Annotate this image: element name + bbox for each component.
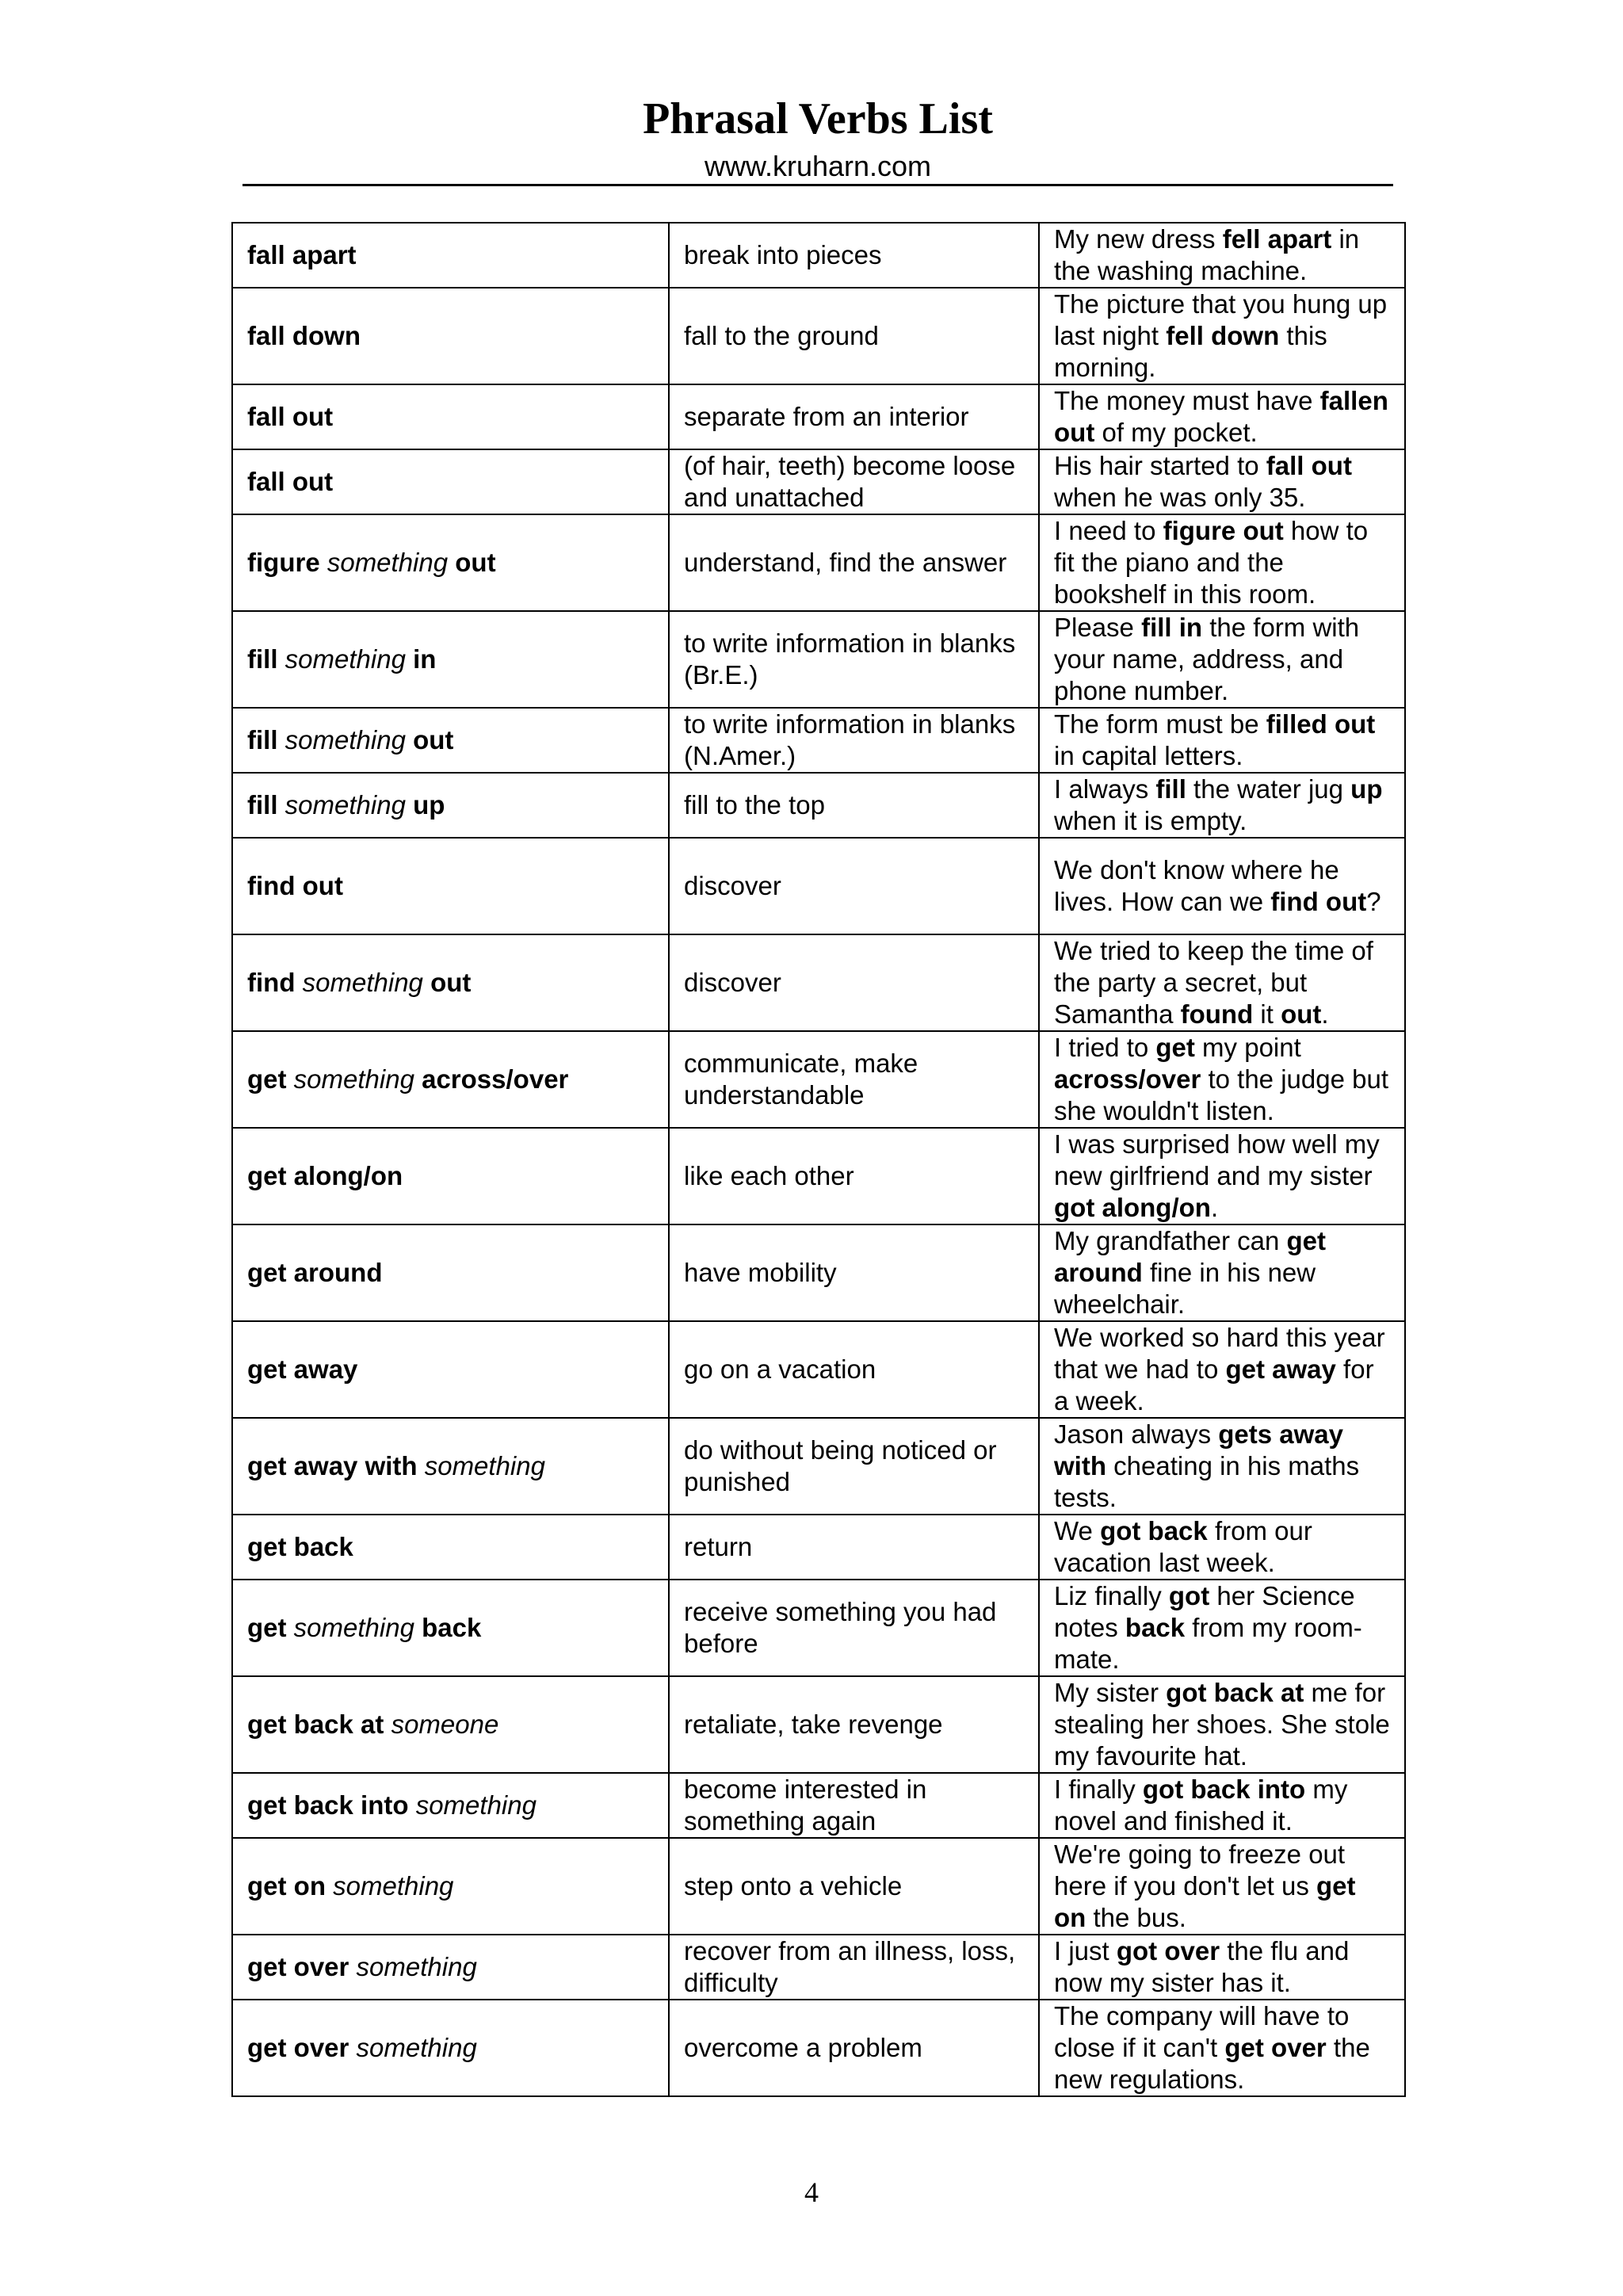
verb-text: up [405, 790, 445, 819]
example-text: of my pocket. [1094, 418, 1258, 447]
meaning-cell: to write information in blanks (N.Amer.) [669, 708, 1039, 773]
table-row [232, 288, 1405, 384]
example-text: We [1054, 1516, 1101, 1545]
verb-cell [232, 611, 669, 708]
verb-text: fill [247, 725, 285, 755]
website-url: www.kruharn.com [704, 150, 932, 182]
meaning-cell: become interested in something again [669, 1773, 1039, 1838]
example-text: in capital letters. [1054, 741, 1243, 770]
verb-text: out [405, 725, 454, 755]
verb-text: fall out [247, 402, 334, 431]
example-text: my novel and finished it. [1054, 1775, 1348, 1836]
example-cell [1039, 1838, 1405, 1935]
verb-text: get back into [247, 1790, 416, 1820]
verb-cell [232, 1224, 669, 1321]
example-cell [1039, 1128, 1405, 1224]
verb-cell [232, 1321, 669, 1418]
example-text: get on [1054, 1871, 1356, 1932]
example-text: We tried to keep the time of the party a secret, but Samantha [1054, 936, 1373, 1029]
verb-cell [232, 384, 669, 449]
verb-cell [232, 2000, 669, 2096]
example-text: The picture that you hung up last night [1054, 289, 1388, 350]
meaning-cell: receive something you had before [669, 1580, 1039, 1676]
phrasal-verbs-table [231, 222, 1406, 2097]
example-text: . [1321, 999, 1329, 1029]
meaning-cell: communicate, make understandable [669, 1031, 1039, 1128]
verb-text: back [414, 1613, 482, 1642]
table-row [232, 449, 1405, 514]
table-row [232, 1580, 1405, 1676]
verb-text: something [302, 968, 423, 997]
example-text: got back into [1142, 1775, 1306, 1804]
example-text: The company will have to close if it can't [1054, 2001, 1350, 2062]
example-text: this morning. [1054, 321, 1327, 382]
example-text: the new regulations. [1054, 2033, 1370, 2094]
example-text: My sister [1054, 1678, 1167, 1707]
verb-text: fall apart [247, 240, 357, 269]
example-cell [1039, 1224, 1405, 1321]
verb-text: in [405, 644, 437, 674]
meaning-cell: like each other [669, 1128, 1039, 1224]
table-row [232, 384, 1405, 449]
example-text: found [1180, 999, 1254, 1029]
table-row [232, 1031, 1405, 1128]
table-row [232, 1418, 1405, 1515]
example-cell [1039, 514, 1405, 611]
example-cell [1039, 773, 1405, 838]
meaning-cell: to write information in blanks (Br.E.) [669, 611, 1039, 708]
example-text: me for stealing her shoes. She stole my favourite hat. [1054, 1678, 1390, 1771]
table-row [232, 514, 1405, 611]
verb-text: something [293, 1064, 414, 1094]
verb-text: something [285, 790, 406, 819]
verb-text: fall down [247, 321, 361, 350]
example-cell [1039, 1676, 1405, 1773]
meaning-cell: (of hair, teeth) become loose and unattached [669, 449, 1039, 514]
meaning-cell: go on a vacation [669, 1321, 1039, 1418]
verb-text: find [247, 968, 303, 997]
example-text: cheating in his maths tests. [1054, 1451, 1360, 1512]
meaning-cell: retaliate, take revenge [669, 1676, 1039, 1773]
verb-cell [232, 514, 669, 611]
meaning-cell: fill to the top [669, 773, 1039, 838]
example-text: her Science notes [1054, 1581, 1355, 1642]
verb-text: find out [247, 871, 343, 900]
verb-cell [232, 708, 669, 773]
verb-text: get back [247, 1532, 353, 1561]
example-text: I was surprised how well my new girlfriend and my sister [1054, 1129, 1380, 1190]
verb-cell [232, 1773, 669, 1838]
meaning-cell: understand, find the answer [669, 514, 1039, 611]
verb-text: something [356, 2033, 477, 2062]
example-text: fell down [1166, 321, 1280, 350]
example-text: my point [1194, 1033, 1301, 1062]
example-cell [1039, 611, 1405, 708]
example-text: figure out [1163, 516, 1284, 545]
example-text: across/over [1054, 1064, 1201, 1094]
example-text: got back at [1166, 1678, 1304, 1707]
example-text: the form with your name, address, and phone number. [1054, 613, 1360, 705]
table-row [232, 1773, 1405, 1838]
document-title: Phrasal Verbs List [643, 94, 993, 143]
example-text: got back [1100, 1516, 1208, 1545]
example-text: get over [1224, 2033, 1327, 2062]
verb-text: get away with [247, 1451, 425, 1480]
example-text: it [1253, 999, 1281, 1029]
example-text: got [1168, 1581, 1210, 1610]
example-text: get away [1225, 1354, 1336, 1384]
example-cell [1039, 288, 1405, 384]
example-cell [1039, 1418, 1405, 1515]
example-text: got over [1116, 1936, 1220, 1966]
example-cell [1039, 838, 1405, 934]
example-text: fell apart [1222, 224, 1332, 254]
example-text: from our vacation last week. [1054, 1516, 1312, 1577]
meaning-cell: step onto a vehicle [669, 1838, 1039, 1935]
example-text: got along/on [1054, 1193, 1211, 1222]
meaning-cell: discover [669, 934, 1039, 1031]
meaning-cell: overcome a problem [669, 2000, 1039, 2096]
verb-text: something [424, 1451, 545, 1480]
example-cell [1039, 1935, 1405, 2000]
verb-text: get back at [247, 1710, 391, 1739]
example-text: ? [1366, 887, 1381, 916]
example-text: in the washing machine. [1054, 224, 1360, 285]
example-cell [1039, 223, 1405, 288]
verb-cell [232, 223, 669, 288]
table-row [232, 1224, 1405, 1321]
example-cell [1039, 934, 1405, 1031]
verb-text: something [356, 1952, 477, 1981]
example-text: back [1125, 1613, 1186, 1642]
example-text: from my room-mate. [1054, 1613, 1362, 1674]
verb-cell [232, 1418, 669, 1515]
verb-text: out [448, 548, 496, 577]
verb-text: get [247, 1613, 294, 1642]
meaning-cell: fall to the ground [669, 288, 1039, 384]
example-text: I just [1054, 1936, 1117, 1966]
example-text: The money must have [1054, 386, 1320, 415]
verb-cell [232, 1676, 669, 1773]
verb-cell [232, 449, 669, 514]
example-text: get around [1054, 1226, 1326, 1287]
example-text: get [1155, 1033, 1195, 1062]
verb-text: get away [247, 1354, 358, 1384]
example-cell [1039, 2000, 1405, 2096]
verb-text: something [333, 1871, 454, 1901]
table-row [232, 223, 1405, 288]
verb-cell [232, 288, 669, 384]
meaning-cell: return [669, 1515, 1039, 1580]
table-row [232, 2000, 1405, 2096]
example-cell [1039, 1031, 1405, 1128]
verb-text: get along/on [247, 1161, 403, 1190]
example-text: The form must be [1054, 709, 1266, 739]
page-number: 4 [804, 2176, 819, 2208]
header-rule [242, 184, 1393, 186]
table-row [232, 1321, 1405, 1418]
example-text: Liz finally [1054, 1581, 1169, 1610]
example-text: My grandfather can [1054, 1226, 1287, 1255]
example-cell [1039, 1515, 1405, 1580]
page-header [242, 89, 1393, 184]
example-text: the water jug [1186, 774, 1351, 804]
table-row [232, 1838, 1405, 1935]
example-cell [1039, 1773, 1405, 1838]
verb-cell [232, 1838, 669, 1935]
example-text: fill [1155, 774, 1186, 804]
example-cell [1039, 1321, 1405, 1418]
example-text: I need to [1054, 516, 1163, 545]
example-cell [1039, 384, 1405, 449]
verb-text: something [415, 1790, 537, 1820]
example-text: Please [1054, 613, 1142, 642]
example-text: I finally [1054, 1775, 1143, 1804]
verb-text: get over [247, 2033, 357, 2062]
table-row [232, 838, 1405, 934]
example-text: His hair started to [1054, 451, 1266, 480]
example-text: We're going to freeze out here if you don't let us [1054, 1839, 1346, 1901]
example-text: fine in his new wheelchair. [1054, 1258, 1316, 1319]
table-row [232, 1676, 1405, 1773]
verb-text: fill [247, 790, 285, 819]
verb-text: get [247, 1064, 294, 1094]
table-row [232, 611, 1405, 708]
example-text: fill in [1141, 613, 1203, 642]
meaning-cell: break into pieces [669, 223, 1039, 288]
example-text: when he was only 35. [1054, 483, 1306, 512]
verb-text: out [422, 968, 472, 997]
verb-cell [232, 1580, 669, 1676]
example-text: I always [1054, 774, 1156, 804]
example-text: the flu and now my sister has it. [1054, 1936, 1350, 1997]
example-text: up [1350, 774, 1383, 804]
example-text: fall out [1266, 451, 1352, 480]
example-cell [1039, 449, 1405, 514]
example-text: to the judge but she wouldn't listen. [1054, 1064, 1388, 1125]
example-cell [1039, 708, 1405, 773]
table-row [232, 1935, 1405, 2000]
verb-cell [232, 773, 669, 838]
table-row [232, 708, 1405, 773]
table-row [232, 1128, 1405, 1224]
verb-text: across/over [414, 1064, 569, 1094]
example-text: I tried to [1054, 1033, 1156, 1062]
table-body [232, 223, 1405, 2096]
verb-text: something [327, 548, 449, 577]
example-text: when it is empty. [1054, 806, 1247, 835]
meaning-cell: separate from an interior [669, 384, 1039, 449]
example-text: . [1210, 1193, 1219, 1222]
meaning-cell: do without being noticed or punished [669, 1418, 1039, 1515]
example-text: We worked so hard this year that we had to [1054, 1323, 1385, 1384]
example-text: how to fit the piano and the bookshelf in this room. [1054, 516, 1369, 609]
meaning-cell: recover from an illness, loss, difficulty [669, 1935, 1039, 2000]
verb-cell [232, 1031, 669, 1128]
verb-cell [232, 1935, 669, 2000]
table-row [232, 1515, 1405, 1580]
verb-cell [232, 1128, 669, 1224]
verb-text: fill [247, 644, 285, 674]
example-text: My new dress [1054, 224, 1223, 254]
example-text: fallen out [1054, 386, 1388, 447]
verb-cell [232, 1515, 669, 1580]
verb-text: get on [247, 1871, 334, 1901]
verb-text: get around [247, 1258, 383, 1287]
meaning-cell: discover [669, 838, 1039, 934]
example-text: gets away with [1054, 1419, 1344, 1480]
verb-cell [232, 934, 669, 1031]
table-row [232, 773, 1405, 838]
verb-text: something [293, 1613, 414, 1642]
example-text: find out [1270, 887, 1367, 916]
example-text: Jason always [1054, 1419, 1219, 1449]
verb-text: fall out [247, 467, 334, 496]
verb-text: get over [247, 1952, 357, 1981]
verb-text: someone [391, 1710, 499, 1739]
example-cell [1039, 1580, 1405, 1676]
verb-text: something [285, 725, 406, 755]
example-text: We don't know where he lives. How can we [1054, 855, 1339, 916]
meaning-cell: have mobility [669, 1224, 1039, 1321]
table-row [232, 934, 1405, 1031]
example-text: the bus. [1086, 1903, 1186, 1932]
verb-text: figure [247, 548, 327, 577]
example-text: for a week. [1054, 1354, 1374, 1415]
verb-text: something [285, 644, 406, 674]
example-text: out [1281, 999, 1322, 1029]
verb-cell [232, 838, 669, 934]
example-text: filled out [1266, 709, 1376, 739]
